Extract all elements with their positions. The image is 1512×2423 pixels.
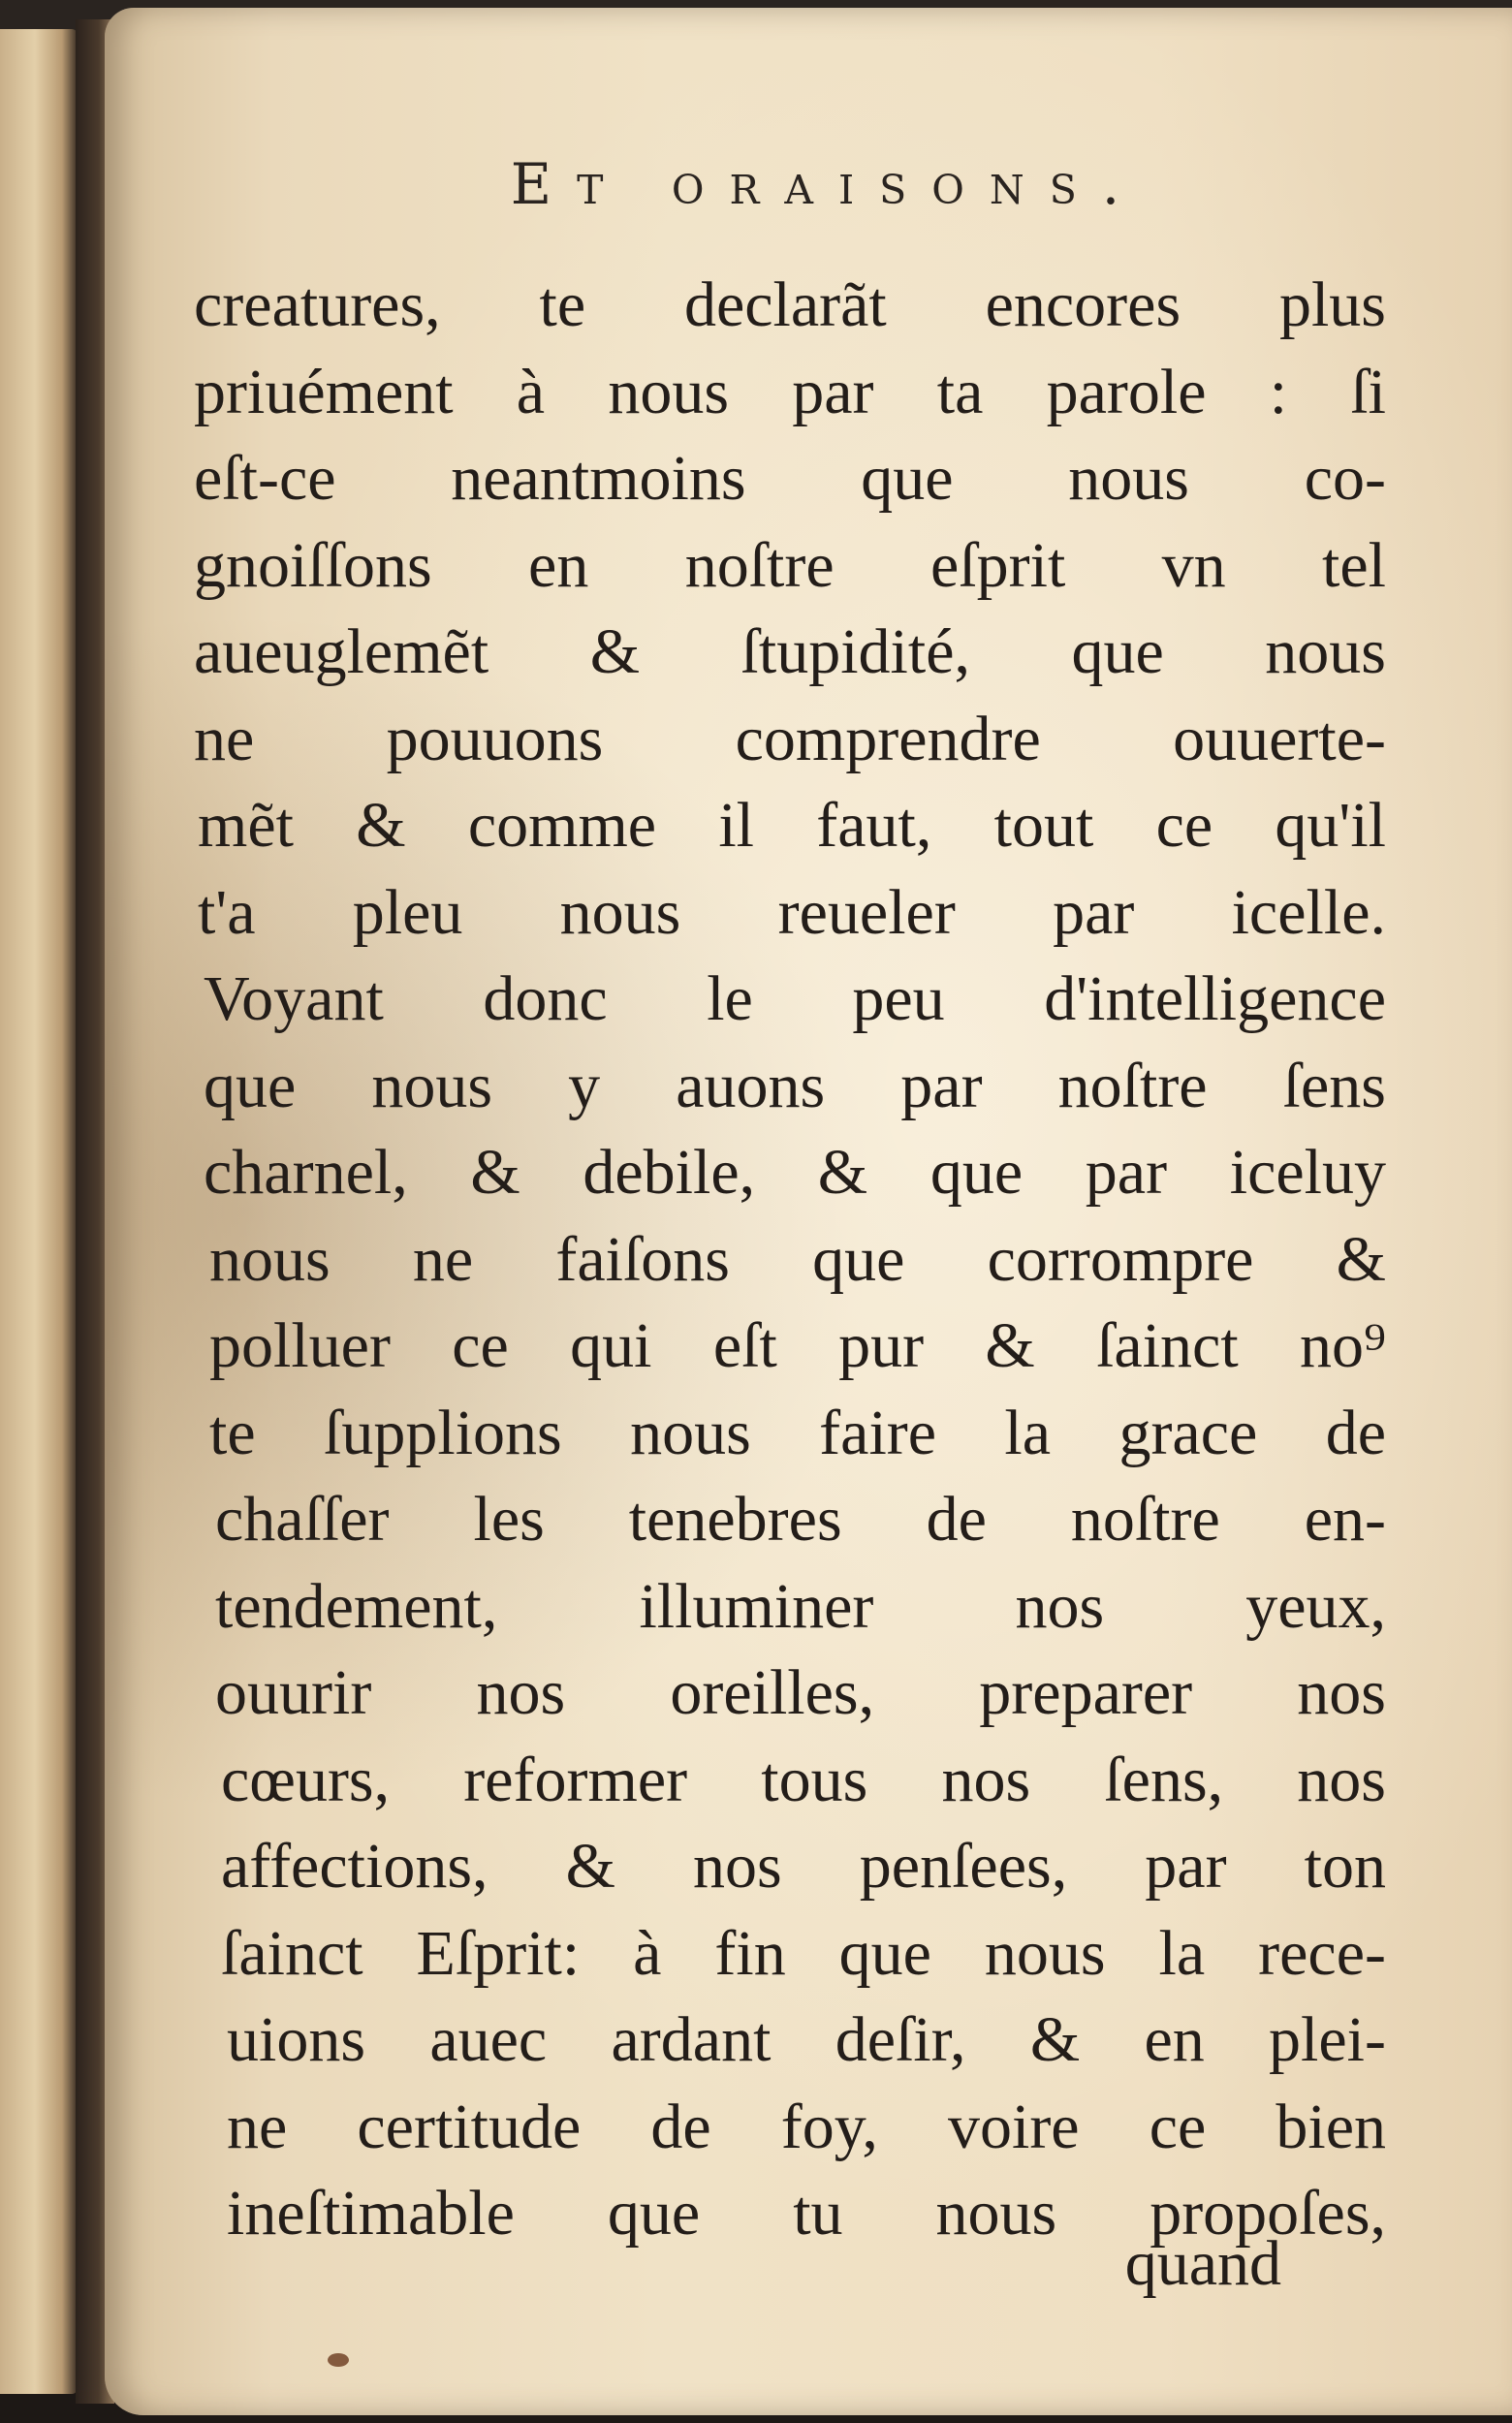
text-line: gnoiſſons en noſtre eſprit vn tel — [194, 529, 1386, 601]
text-line: Voyant donc le peu d'intelligence — [204, 963, 1386, 1034]
ink-spot — [328, 2353, 349, 2367]
text-line: aueuglemẽt & ſtupidité, que nous — [194, 616, 1386, 687]
text-line: ne pouuons comprendre ouuerte- — [194, 703, 1386, 774]
text-line: affections, & nos penſees, par ton — [221, 1831, 1386, 1902]
book-page — [105, 8, 1512, 2415]
text-line: ne certitude de foy, voire ce bien — [227, 2091, 1386, 2162]
text-line: ouurir nos oreilles, preparer nos — [215, 1657, 1386, 1728]
catchword: quand — [1124, 2228, 1281, 2299]
left-page-edge — [0, 29, 78, 2394]
text-line: que nous y auons par noſtre ſens — [204, 1050, 1386, 1121]
text-line: charnel, & debile, & que par iceluy — [204, 1137, 1386, 1208]
text-line: chaſſer les tenebres de noſtre en- — [215, 1484, 1386, 1555]
text-line: mẽt & comme il faut, tout ce qu'il — [198, 790, 1386, 861]
text-line: t'a pleu nous reueler par icelle. — [198, 876, 1386, 948]
text-line: te ſupplions nous faire la grace de — [209, 1397, 1386, 1468]
text-line: cœurs, reformer tous nos ſens, nos — [221, 1744, 1386, 1815]
text-line: creatures, te declarãt encores plus — [194, 269, 1386, 340]
text-line: tendement, illuminer nos yeux, — [215, 1570, 1386, 1642]
running-head: Et oraisons. — [510, 151, 1146, 217]
text-block — [194, 262, 1386, 2257]
text-line: nous ne faiſons que corrompre & — [209, 1223, 1386, 1295]
text-line: polluer ce qui eſt pur & ſainct no⁹ — [209, 1310, 1386, 1381]
text-line: ſainct Eſprit: à fin que nous la rece- — [221, 1917, 1386, 1989]
text-line: ineſtimable que tu nous propoſes, — [227, 2178, 1386, 2249]
text-line: eſt-ce neantmoins que nous co- — [194, 443, 1386, 514]
text-line: priuément à nous par ta parole : ſi — [194, 356, 1386, 427]
text-line: uions auec ardant deſir, & en plei- — [227, 2004, 1386, 2075]
